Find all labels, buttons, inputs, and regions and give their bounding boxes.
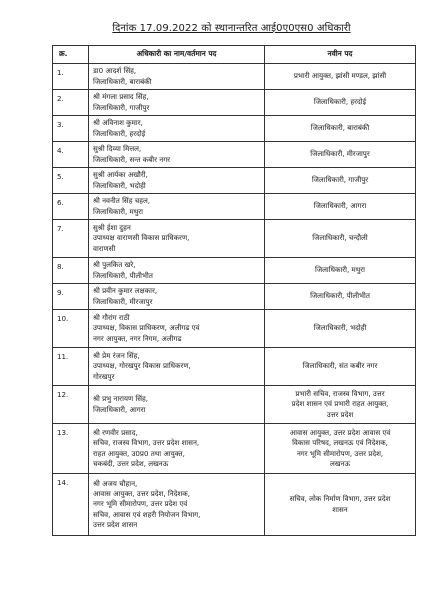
table-row: [53, 220, 416, 258]
page-title: दिनांक 17.09.2022 को स्थानान्तरित आई0ए0एस0 अधिकारी: [112, 23, 351, 34]
serial-number-cell: 9.: [53, 284, 89, 310]
officer-line: सुश्री आर्यका अखौरी,: [93, 170, 148, 180]
officer-line: गोरखपुर: [93, 371, 115, 381]
officer-line: उत्तर प्रदेश शासन: [93, 519, 138, 529]
serial-number-cell: 11.: [53, 348, 89, 386]
new-post-cell: [265, 284, 416, 310]
header-serial: क्र.: [53, 46, 89, 64]
officer-cell: [89, 424, 265, 474]
officer-line: जिलाधिकारी, आगरा: [93, 404, 146, 414]
serial-number-cell: 12.: [53, 386, 89, 424]
serial-number-cell: 2.: [53, 90, 89, 116]
table-row: [53, 386, 416, 424]
table-row: [53, 142, 416, 168]
officer-line: वाराणसी: [93, 243, 116, 253]
officer-line: उपाध्यक्ष वाराणसी विकास प्राधिकरण,: [93, 233, 190, 243]
new-post-line: जिलाधिकारी, बाराबंकी: [310, 123, 370, 133]
new-post-line: जिलाधिकारी, पीलीभीत: [310, 291, 370, 301]
table-row: [53, 64, 416, 90]
new-post-line: जिलाधिकारी, संत कबीर नगर: [302, 361, 378, 371]
officer-line: श्री प्रवीन कुमार लक्षकार,: [93, 286, 158, 296]
officer-line: सचिव, राजस्व विभाग, उत्तर प्रदेश शासन,: [93, 438, 200, 448]
header-officer: अधिकारी का नाम/वर्तमान पद: [89, 46, 265, 64]
new-post-line: शासन: [332, 504, 348, 514]
new-post-cell: [265, 90, 416, 116]
officer-line: नगर भूमि सीमारोपण, उत्तर प्रदेश एवं: [93, 499, 188, 509]
officer-line: जिलाधिकारी, मीरजापुर: [93, 296, 153, 306]
officer-line: सुश्री दिव्या मित्तल,: [93, 144, 142, 154]
officer-line: जिलाधिकारी, गाजीपुर: [93, 102, 150, 112]
transfer-table: [52, 45, 416, 536]
serial-number-cell: 1.: [53, 64, 89, 90]
officer-line: नगर आयुक्त, नगर निगम, अलीगढ: [93, 333, 182, 343]
officer-line: श्री प्रेम रंजन सिंह,: [93, 351, 140, 361]
serial-number-cell: 4.: [53, 142, 89, 168]
serial-number-cell: 5.: [53, 168, 89, 194]
officer-cell: [89, 348, 265, 386]
officer-line: जिलाधिकारी, हरदोई: [93, 128, 146, 138]
new-post-cell: [265, 116, 416, 142]
officer-line: श्री रणवीर प्रसाद,: [93, 428, 138, 438]
serial-number-cell: 14.: [53, 474, 89, 536]
table-row: [53, 310, 416, 348]
new-post-line: जिलाधिकारी, भदोही: [313, 323, 367, 333]
new-post-line: प्रभारी सचिव, राजस्व विभाग, उत्तर: [295, 389, 385, 399]
new-post-cell: [265, 424, 416, 474]
new-post-line: जिलाधिकारी, चन्दौली: [312, 233, 368, 243]
table-row: [53, 424, 416, 474]
table-header-row: [53, 46, 416, 64]
officer-line: डा0 आदर्श सिंह,: [93, 66, 137, 76]
officer-cell: [89, 284, 265, 310]
new-post-cell: [265, 168, 416, 194]
new-post-line: जिलाधिकारी, हरदोई: [313, 97, 367, 107]
serial-number-cell: 13.: [53, 424, 89, 474]
new-post-cell: [265, 474, 416, 536]
new-post-cell: [265, 64, 416, 90]
new-post-cell: [265, 386, 416, 424]
officer-line: श्री गौरांग राठी: [93, 313, 130, 323]
officer-cell: [89, 258, 265, 284]
officer-line: सचिव, आवास एवं शहरी नियोजन विभाग,: [93, 509, 201, 519]
officer-cell: [89, 220, 265, 258]
serial-number-cell: 10.: [53, 310, 89, 348]
header-new-post: नवीन पद: [265, 46, 416, 64]
new-post-cell: [265, 310, 416, 348]
officer-line: चकबंदी, उत्तर प्रदेश, लखनऊ: [93, 458, 169, 468]
new-post-line: प्रभारी आयुक्त, झांसी मण्डल, झांसी: [293, 71, 387, 81]
officer-cell: [89, 194, 265, 220]
table-row: [53, 116, 416, 142]
officer-line: जिलाधिकारी, बाराबंकी: [93, 76, 152, 86]
officer-line: जिलाधिकारी, सन्त कबीर नगर: [93, 154, 171, 164]
officer-cell: [89, 116, 265, 142]
table-row: [53, 348, 416, 386]
serial-number-cell: 7.: [53, 220, 89, 258]
table-row: [53, 194, 416, 220]
officer-line: श्री नवनीत सिंह चहल,: [93, 196, 151, 206]
officer-line: आवास आयुक्त, उत्तर प्रदेश, निदेशक,: [93, 489, 190, 499]
officer-line: श्री पुलकित खरे,: [93, 260, 136, 270]
new-post-line: जिलाधिकारी, आगरा: [313, 201, 367, 211]
new-post-cell: [265, 348, 416, 386]
new-post-line: लखनऊ: [329, 458, 351, 468]
officer-line: श्री अजय चौहान,: [93, 478, 138, 488]
new-post-cell: [265, 258, 416, 284]
new-post-line: सचिव, लोक निर्माण विभाग, उत्तर प्रदेश: [289, 494, 391, 504]
officer-line: श्री प्रभु नारायण सिंह,: [93, 394, 149, 404]
officer-cell: [89, 90, 265, 116]
new-post-line: जिलाधिकारी, मथुरा: [315, 265, 365, 275]
serial-number-cell: 3.: [53, 116, 89, 142]
new-post-cell: [265, 220, 416, 258]
table-row: [53, 258, 416, 284]
officer-cell: [89, 386, 265, 424]
new-post-line: प्रदेश शासन एवं प्रभारी राहत आयुक्त,: [291, 399, 389, 409]
table-row: [53, 168, 416, 194]
new-post-cell: [265, 194, 416, 220]
officer-cell: [89, 310, 265, 348]
officer-cell: [89, 474, 265, 536]
new-post-line: आवास आयुक्त, उत्तर प्रदेश आवास एवं: [289, 428, 391, 438]
officer-cell: [89, 142, 265, 168]
new-post-line: जिलाधिकारी, मीरजापुर: [310, 149, 370, 159]
officer-line: राहत आयुक्त, उ0प्र0 तथा आयुक्त,: [93, 448, 185, 458]
new-post-line: विकास परिषद, लखनऊ एवं निदेशक,: [292, 438, 388, 448]
officer-line: उपाध्यक्ष, गोरखपुर विकास प्राधिकरण,: [93, 361, 191, 371]
officer-cell: [89, 64, 265, 90]
new-post-line: उत्तर प्रदेश: [326, 409, 354, 419]
officer-line: उपाध्यक्ष, विकास प्राधिकरण, अलीगढ एवं: [93, 323, 200, 333]
officer-line: सुश्री ईशा दुहन: [93, 223, 131, 233]
officer-line: जिलाधिकारी, भदोही: [93, 180, 146, 190]
new-post-line: नगर भूमि सीमारोपण, उत्तर प्रदेश,: [296, 448, 384, 458]
table-row: [53, 474, 416, 536]
table-row: [53, 284, 416, 310]
officer-line: जिलाधिकारी, पीलीभीत: [93, 270, 153, 280]
officer-cell: [89, 168, 265, 194]
officer-line: श्री मंगला प्रसाद सिंह,: [93, 92, 149, 102]
officer-line: जिलाधिकारी, मथुरा: [93, 206, 143, 216]
serial-number-cell: 8.: [53, 258, 89, 284]
table-row: [53, 90, 416, 116]
new-post-line: जिलाधिकारी, गाजीपुर: [311, 175, 369, 185]
serial-number-cell: 6.: [53, 194, 89, 220]
officer-line: श्री अविनाश कुमार,: [93, 118, 143, 128]
new-post-cell: [265, 142, 416, 168]
